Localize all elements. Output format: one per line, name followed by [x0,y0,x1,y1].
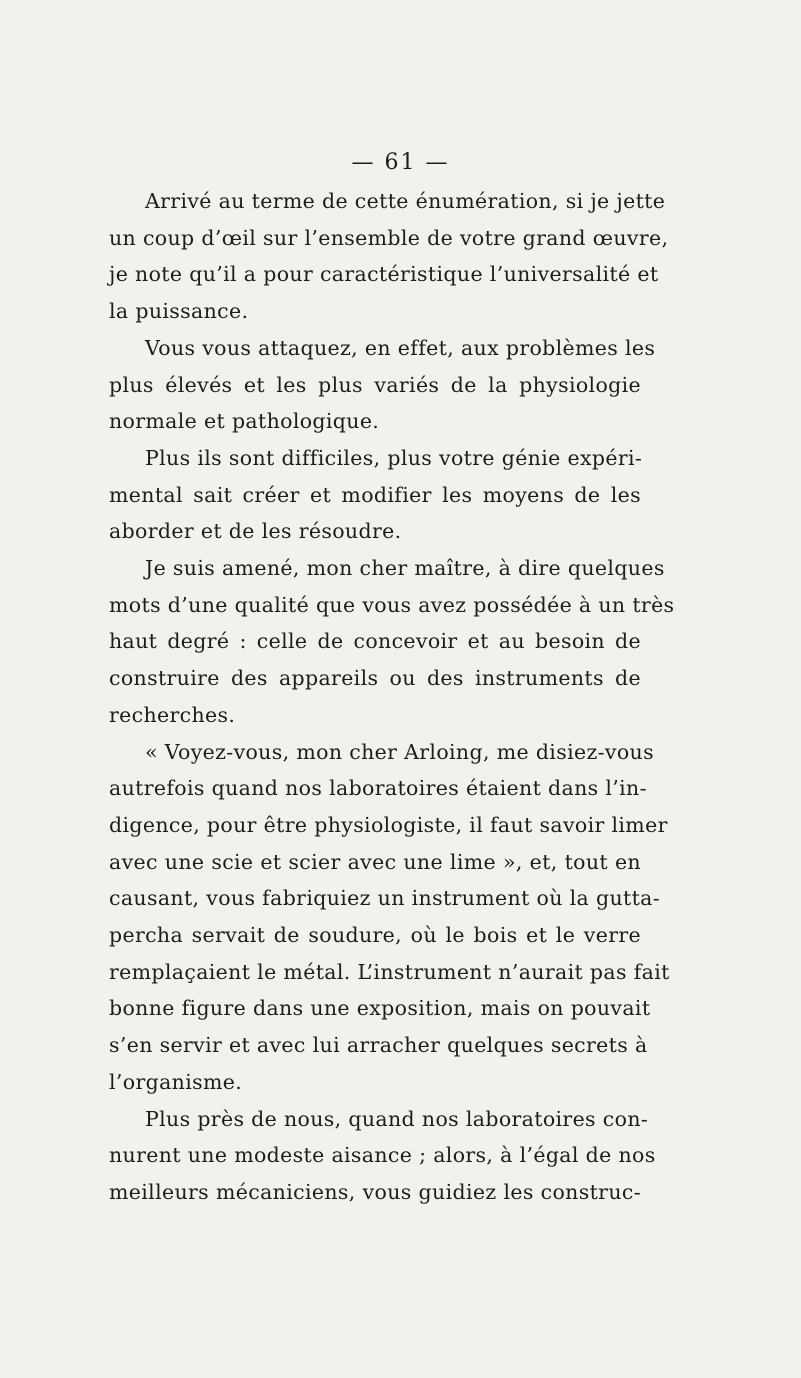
text-line: plus élevés et les plus variés de la physiologie [109,372,641,397]
paragraph [109,734,670,1101]
text-line: bonne figure dans une exposition, mais on pouvait [109,996,651,1021]
text-line: avec une scie et scier avec une lime », et, tout en [109,849,641,874]
text-line: haut degré : celle de concevoir et au besoin de [109,629,641,654]
text-line: mots d’une qualité que vous avez possédée à un très [109,592,675,617]
text-line: l’organisme. [109,1069,243,1094]
text-line: mental sait créer et modifier les moyens de les [109,482,641,507]
paragraph [109,330,656,440]
text-line: « Voyez-vous, mon cher Arloing, me disiez-vous [145,739,654,764]
text-line: je note qu’il a pour caractéristique l’universalité et [109,262,659,287]
paragraph [109,550,675,734]
text-line: un coup d’œil sur l’ensemble de votre grand œuvre, [109,225,669,250]
text-line: Je suis amené, mon cher maître, à dire quelques [145,556,665,581]
text-line: Plus ils sont difficiles, plus votre génie expéri- [145,445,643,470]
text-line: aborder et de les résoudre. [109,519,402,544]
text-line: causant, vous fabriquiez un instrument où la gutta- [109,886,661,911]
text-line: normale et pathologique. [109,409,380,434]
text-line: recherches. [109,702,236,727]
paragraph [109,1101,656,1211]
text-line: Plus près de nous, quand nos laboratoires con- [145,1106,649,1131]
text-line: s’en servir et avec lui arracher quelques secrets à [109,1033,648,1058]
paragraph [109,440,641,550]
page-number: — 61 — [351,150,450,175]
text-line: remplaçaient le métal. L’instrument n’aurait pas fait [109,959,670,984]
text-line: la puissance. [109,299,249,324]
text-line: construire des appareils ou des instruments de [109,666,641,691]
text-line: autrefois quand nos laboratoires étaient dans l’in- [109,776,647,801]
text-line: percha servait de soudure, où le bois et le verre [109,923,641,948]
text-line: nurent une modeste aisance ; alors, à l’égal de nos [109,1143,656,1168]
text-line: meilleurs mécaniciens, vous guidiez les construc- [109,1179,641,1204]
text-line: Arrivé au terme de cette énumération, si je jette [145,189,666,213]
text-line: digence, pour être physiologiste, il faut savoir limer [109,812,668,837]
body-text [109,183,675,1211]
text-line: Vous vous attaquez, en effet, aux problèmes les [145,335,656,360]
paragraph [109,183,669,330]
